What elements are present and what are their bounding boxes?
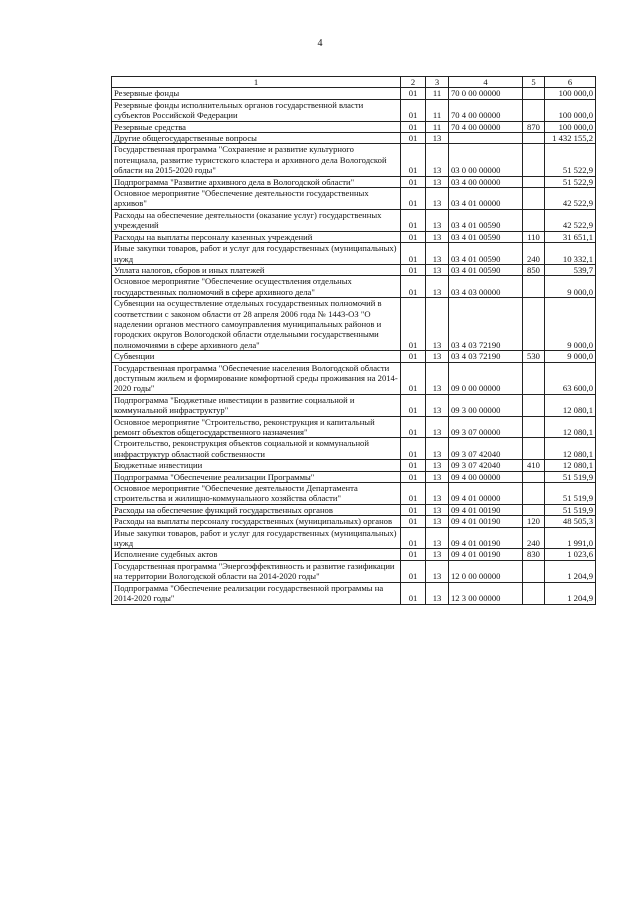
table-row: [112, 121, 596, 132]
row-target-article-cell: 09 0 00 00000: [449, 362, 523, 394]
row-name-cell: Субвенции на осуществление отдельных государственных полномочий в соответствии с законом области от 28 апреля 2006 года № 1443-ОЗ "О наделении органов местного самоуправления муниципальных районов и городских округов Вологодской области отдельными государственными полномочиями в сфере архивного дела": [112, 298, 401, 351]
row-section-cell: 01: [401, 504, 426, 515]
row-amount-cell: 51 519,9: [545, 471, 596, 482]
table-row: [112, 209, 596, 231]
row-section-cell: 01: [401, 231, 426, 242]
row-target-article-cell: 03 4 00 00000: [449, 176, 523, 187]
row-expense-type-cell: 830: [523, 549, 545, 560]
row-section-cell: 01: [401, 121, 426, 132]
row-target-article-cell: 09 4 01 00190: [449, 527, 523, 549]
row-target-article-cell: 70 0 00 00000: [449, 88, 523, 99]
row-target-article-cell: 09 4 01 00190: [449, 516, 523, 527]
row-expense-type-cell: 240: [523, 243, 545, 265]
row-target-article-cell: 09 4 01 00190: [449, 549, 523, 560]
row-amount-cell: 9 000,0: [545, 276, 596, 298]
row-expense-type-cell: [523, 394, 545, 416]
row-target-article-cell: 03 4 01 00590: [449, 243, 523, 265]
row-target-article-cell: 03 0 00 00000: [449, 144, 523, 176]
header-col-6: 6: [545, 77, 596, 88]
row-target-article-cell: 12 3 00 00000: [449, 582, 523, 604]
row-amount-cell: 12 080,1: [545, 394, 596, 416]
row-subsection-cell: 13: [426, 438, 449, 460]
row-name-cell: Расходы на выплаты персоналу государственных (муниципальных) органов: [112, 516, 401, 527]
row-expense-type-cell: [523, 560, 545, 582]
row-section-cell: 01: [401, 483, 426, 505]
table-row: [112, 560, 596, 582]
row-name-cell: Основное мероприятие "Обеспечение деятельности государственных архивов": [112, 188, 401, 210]
row-target-article-cell: [449, 133, 523, 144]
header-col-5: 5: [523, 77, 545, 88]
row-amount-cell: 10 332,1: [545, 243, 596, 265]
header-col-4: 4: [449, 77, 523, 88]
row-expense-type-cell: [523, 471, 545, 482]
row-subsection-cell: 13: [426, 298, 449, 351]
row-subsection-cell: 11: [426, 121, 449, 132]
row-expense-type-cell: [523, 176, 545, 187]
row-name-cell: Иные закупки товаров, работ и услуг для государственных (муниципальных) нужд: [112, 527, 401, 549]
row-section-cell: 01: [401, 416, 426, 438]
row-name-cell: Иные закупки товаров, работ и услуг для государственных (муниципальных) нужд: [112, 243, 401, 265]
row-section-cell: 01: [401, 133, 426, 144]
table-row: [112, 582, 596, 604]
row-section-cell: 01: [401, 438, 426, 460]
row-amount-cell: 1 991,0: [545, 527, 596, 549]
row-expense-type-cell: [523, 362, 545, 394]
row-section-cell: 01: [401, 549, 426, 560]
row-subsection-cell: 13: [426, 176, 449, 187]
row-section-cell: 01: [401, 351, 426, 362]
row-amount-cell: 12 080,1: [545, 438, 596, 460]
row-amount-cell: 539,7: [545, 264, 596, 275]
row-name-cell: Государственная программа "Сохранение и развитие культурного потенциала, развитие туристского кластера и архивного дела Вологодской области на 2015-2020 годы": [112, 144, 401, 176]
row-subsection-cell: 13: [426, 516, 449, 527]
row-subsection-cell: 13: [426, 276, 449, 298]
row-target-article-cell: 09 4 01 00190: [449, 504, 523, 515]
table-row: [112, 176, 596, 187]
row-section-cell: 01: [401, 243, 426, 265]
row-amount-cell: 1 204,9: [545, 582, 596, 604]
row-expense-type-cell: [523, 209, 545, 231]
row-subsection-cell: 13: [426, 209, 449, 231]
row-subsection-cell: 13: [426, 483, 449, 505]
row-name-cell: Подпрограмма "Бюджетные инвестиции в развитие социальной и коммунальной инфраструктур": [112, 394, 401, 416]
row-section-cell: 01: [401, 460, 426, 471]
row-target-article-cell: 03 4 03 72190: [449, 298, 523, 351]
table-row: [112, 276, 596, 298]
row-amount-cell: 12 080,1: [545, 460, 596, 471]
row-amount-cell: 1 432 155,2: [545, 133, 596, 144]
row-expense-type-cell: 850: [523, 264, 545, 275]
row-section-cell: 01: [401, 144, 426, 176]
row-subsection-cell: 13: [426, 264, 449, 275]
row-amount-cell: 63 600,0: [545, 362, 596, 394]
row-target-article-cell: 03 4 03 72190: [449, 351, 523, 362]
row-subsection-cell: 13: [426, 416, 449, 438]
row-name-cell: Резервные фонды: [112, 88, 401, 99]
row-expense-type-cell: [523, 483, 545, 505]
row-subsection-cell: 13: [426, 144, 449, 176]
table-row: [112, 243, 596, 265]
row-target-article-cell: 09 4 01 00000: [449, 483, 523, 505]
row-expense-type-cell: [523, 133, 545, 144]
row-subsection-cell: 13: [426, 527, 449, 549]
row-expense-type-cell: 120: [523, 516, 545, 527]
table-row: [112, 471, 596, 482]
row-name-cell: Строительство, реконструкция объектов социальной и коммунальной инфраструктур областной собственности: [112, 438, 401, 460]
row-subsection-cell: 11: [426, 99, 449, 121]
row-subsection-cell: 13: [426, 362, 449, 394]
row-target-article-cell: 09 3 07 00000: [449, 416, 523, 438]
row-subsection-cell: 13: [426, 351, 449, 362]
row-expense-type-cell: [523, 416, 545, 438]
table-row: [112, 516, 596, 527]
row-name-cell: Государственная программа "Обеспечение населения Вологодской области доступным жильем и формирование комфортной среды проживания на 2014-2020 годы": [112, 362, 401, 394]
row-expense-type-cell: [523, 99, 545, 121]
row-target-article-cell: 03 4 01 00590: [449, 231, 523, 242]
row-expense-type-cell: [523, 276, 545, 298]
row-amount-cell: 12 080,1: [545, 416, 596, 438]
row-amount-cell: 9 000,0: [545, 351, 596, 362]
row-expense-type-cell: [523, 298, 545, 351]
row-expense-type-cell: 530: [523, 351, 545, 362]
table-row: [112, 416, 596, 438]
row-subsection-cell: 13: [426, 188, 449, 210]
table-row: [112, 298, 596, 351]
row-target-article-cell: 09 3 07 42040: [449, 438, 523, 460]
table-row: [112, 264, 596, 275]
row-name-cell: Основное мероприятие "Обеспечение осуществления отдельных государственных полномочий в сфере архивного дела": [112, 276, 401, 298]
row-amount-cell: 48 505,3: [545, 516, 596, 527]
row-name-cell: Расходы на обеспечение функций государственных органов: [112, 504, 401, 515]
row-amount-cell: 51 519,9: [545, 504, 596, 515]
table-row: [112, 188, 596, 210]
row-subsection-cell: 13: [426, 582, 449, 604]
row-expense-type-cell: 110: [523, 231, 545, 242]
table-row: [112, 99, 596, 121]
row-section-cell: 01: [401, 209, 426, 231]
row-amount-cell: 1 023,6: [545, 549, 596, 560]
row-target-article-cell: 03 4 03 00000: [449, 276, 523, 298]
row-amount-cell: 100 000,0: [545, 121, 596, 132]
row-section-cell: 01: [401, 276, 426, 298]
row-name-cell: Другие общегосударственные вопросы: [112, 133, 401, 144]
row-amount-cell: 42 522,9: [545, 209, 596, 231]
row-expense-type-cell: [523, 144, 545, 176]
row-amount-cell: 51 519,9: [545, 483, 596, 505]
row-name-cell: Подпрограмма "Обеспечение реализации государственной программы на 2014-2020 годы": [112, 582, 401, 604]
row-name-cell: Подпрограмма "Развитие архивного дела в Вологодской области": [112, 176, 401, 187]
row-target-article-cell: 03 4 01 00000: [449, 188, 523, 210]
row-expense-type-cell: 410: [523, 460, 545, 471]
row-name-cell: Резервные фонды исполнительных органов государственной власти субъектов Российской Федерации: [112, 99, 401, 121]
row-section-cell: 01: [401, 188, 426, 210]
row-target-article-cell: 09 4 00 00000: [449, 471, 523, 482]
row-name-cell: Исполнение судебных актов: [112, 549, 401, 560]
row-section-cell: 01: [401, 527, 426, 549]
row-target-article-cell: 12 0 00 00000: [449, 560, 523, 582]
row-target-article-cell: 09 3 00 00000: [449, 394, 523, 416]
row-subsection-cell: 13: [426, 243, 449, 265]
row-section-cell: 01: [401, 99, 426, 121]
row-expense-type-cell: [523, 188, 545, 210]
table-row: [112, 231, 596, 242]
table-row: [112, 351, 596, 362]
row-expense-type-cell: [523, 582, 545, 604]
table-row: [112, 527, 596, 549]
row-section-cell: 01: [401, 264, 426, 275]
row-name-cell: Расходы на обеспечение деятельности (оказание услуг) государственных учреждений: [112, 209, 401, 231]
row-subsection-cell: 11: [426, 88, 449, 99]
row-name-cell: Расходы на выплаты персоналу казенных учреждений: [112, 231, 401, 242]
header-row: [112, 77, 596, 88]
row-amount-cell: 42 522,9: [545, 188, 596, 210]
row-name-cell: Государственная программа "Энергоэффективность и развитие газификации на территории Вологодской области на 2014-2020 годы": [112, 560, 401, 582]
row-subsection-cell: 13: [426, 549, 449, 560]
header-col-2: 2: [401, 77, 426, 88]
table-row: [112, 133, 596, 144]
row-name-cell: Бюджетные инвестиции: [112, 460, 401, 471]
row-subsection-cell: 13: [426, 231, 449, 242]
header-col-1: 1: [112, 77, 401, 88]
row-expense-type-cell: [523, 504, 545, 515]
table-row: [112, 504, 596, 515]
row-amount-cell: 1 204,9: [545, 560, 596, 582]
budget-table: [111, 76, 596, 605]
row-amount-cell: 9 000,0: [545, 298, 596, 351]
row-name-cell: Основное мероприятие "Строительство, реконструкция и капитальный ремонт объектов общегосударственного назначения": [112, 416, 401, 438]
row-name-cell: Субвенции: [112, 351, 401, 362]
row-section-cell: 01: [401, 516, 426, 527]
row-subsection-cell: 13: [426, 133, 449, 144]
table-row: [112, 549, 596, 560]
row-target-article-cell: 70 4 00 00000: [449, 121, 523, 132]
row-section-cell: 01: [401, 394, 426, 416]
row-name-cell: Основное мероприятие "Обеспечение деятельности Департамента строительства и жилищно-коммунального хозяйства области": [112, 483, 401, 505]
row-expense-type-cell: [523, 88, 545, 99]
row-subsection-cell: 13: [426, 560, 449, 582]
row-subsection-cell: 13: [426, 394, 449, 416]
row-name-cell: Уплата налогов, сборов и иных платежей: [112, 264, 401, 275]
table-row: [112, 362, 596, 394]
row-expense-type-cell: 870: [523, 121, 545, 132]
table-row: [112, 460, 596, 471]
row-amount-cell: 51 522,9: [545, 144, 596, 176]
header-col-3: 3: [426, 77, 449, 88]
row-amount-cell: 31 651,1: [545, 231, 596, 242]
row-expense-type-cell: 240: [523, 527, 545, 549]
row-section-cell: 01: [401, 582, 426, 604]
table-row: [112, 394, 596, 416]
row-name-cell: Подпрограмма "Обеспечение реализации Программы": [112, 471, 401, 482]
row-section-cell: 01: [401, 88, 426, 99]
row-subsection-cell: 13: [426, 471, 449, 482]
row-subsection-cell: 13: [426, 460, 449, 471]
table-row: [112, 88, 596, 99]
row-expense-type-cell: [523, 438, 545, 460]
row-amount-cell: 100 000,0: [545, 88, 596, 99]
page-number: 4: [317, 38, 323, 49]
row-section-cell: 01: [401, 560, 426, 582]
row-section-cell: 01: [401, 471, 426, 482]
table-row: [112, 483, 596, 505]
row-name-cell: Резервные средства: [112, 121, 401, 132]
row-amount-cell: 100 000,0: [545, 99, 596, 121]
row-target-article-cell: 03 4 01 00590: [449, 209, 523, 231]
row-section-cell: 01: [401, 298, 426, 351]
table-row: [112, 438, 596, 460]
row-target-article-cell: 03 4 01 00590: [449, 264, 523, 275]
row-target-article-cell: 70 4 00 00000: [449, 99, 523, 121]
row-section-cell: 01: [401, 362, 426, 394]
row-section-cell: 01: [401, 176, 426, 187]
row-amount-cell: 51 522,9: [545, 176, 596, 187]
row-subsection-cell: 13: [426, 504, 449, 515]
table-row: [112, 144, 596, 176]
row-target-article-cell: 09 3 07 42040: [449, 460, 523, 471]
